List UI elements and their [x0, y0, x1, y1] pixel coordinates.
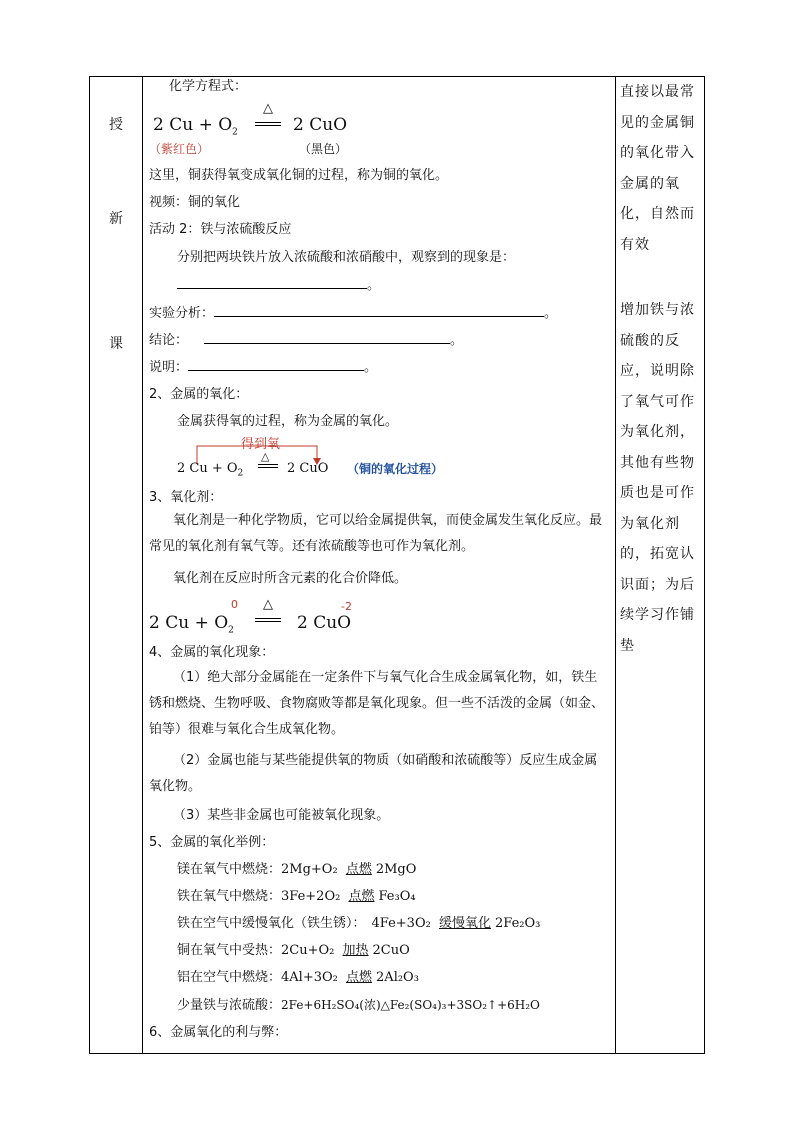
equation-3-arrow	[255, 598, 281, 622]
para-phenomena-3: （3）某些非金属也可能被氧化现象。	[173, 808, 390, 823]
text-definition: 金属获得氧的过程，称为金属的氧化。	[177, 414, 399, 429]
blank-line	[204, 331, 450, 344]
design-note-2: 增加铁与浓硫酸的反应，说明除了氧气可作为氧化剂，其他有些物质也是可作为氧化剂的，拓宽认识面；为后续学习作铺垫	[620, 302, 695, 654]
para-oxidant-2: 氧化剂在反应时所含元素的化合价降低。	[173, 571, 408, 586]
blank-line	[188, 358, 364, 371]
heading-pros-cons: 6、金属氧化的利与弊：	[149, 1025, 288, 1040]
left-col-char-1: 授	[109, 117, 123, 133]
row-conclusion: 结论： 。	[149, 333, 464, 348]
equation-1-left: 2 Cu + O	[153, 115, 233, 135]
text-video: 视频：铜的氧化	[149, 195, 241, 210]
example-iron-sulfuric: 少量铁与浓硫酸：2Fe+6H₂SO₄(浓)△Fe₂(SO₄)₃+3SO₂↑+6H₂O	[177, 998, 540, 1013]
equation-2-equals	[258, 464, 278, 468]
equation-1-arrow	[255, 102, 281, 126]
equation-3-left: 2 $Cu + O_2$	[149, 613, 234, 636]
text-activity-2: 活动 2：铁与浓硫酸反应	[149, 222, 292, 237]
left-col-char-2: 新	[109, 211, 123, 227]
blank-line	[177, 276, 367, 289]
row-explain: 说明： 。	[149, 360, 378, 375]
label-copper-oxidation-process: （铜的氧化过程）	[347, 462, 444, 476]
column-divider-right	[615, 76, 616, 1053]
row-analysis: 实验分析： 。	[149, 306, 558, 321]
example-magnesium: 镁在氧气中燃烧：2Mg+O₂ 点燃 2MgO	[177, 862, 417, 877]
example-copper-heat: 铜在氧气中受热：2Cu+O₂ 加热 2CuO	[177, 943, 410, 958]
blank-observation: 。	[177, 276, 380, 295]
text-put-iron: 分别把两块铁片放入浓硫酸和浓硝酸中，观察到的现象是：	[177, 250, 516, 265]
example-iron-rust: 铁在空气中缓慢氧化（铁生锈）： 4Fe+3O₂ 缓慢氧化 2Fe₂O₃	[177, 916, 541, 931]
design-note-1: 直接以最常见的金属铜的氧化带入金属的氧化，自然而有效	[620, 84, 695, 253]
para-oxidant-1: 氧化剂是一种化学物质，它可以给金属提供氧，而使金属发生氧化反应。最常见的氧化剂有氧气等。还有浓硫酸等也可作为氧化剂。	[149, 513, 603, 554]
equation-2-triangle: △	[261, 450, 270, 463]
heading-oxidant: 3、氧化剂：	[149, 490, 223, 505]
triangle-icon: △	[263, 101, 273, 116]
equation-2-right: 2 CuO	[287, 461, 329, 476]
example-aluminum: 铝在空气中燃烧：4Al+3O₂ 点燃 2Al₂O₃	[177, 970, 419, 985]
blank-line	[214, 304, 544, 317]
para-phenomena-2: （2）金属也能与某些能提供氧的物质（如硝酸和浓硫酸等）反应生成金属氧化物。	[149, 753, 598, 794]
para-phenomena-1: （1）绝大部分金属能在一定条件下与氧气化合生成金属氧化物，如，铁生锈和燃烧、生物呼吸、食物腐败等都是氧化现象。但一些不活泼的金属（如金、铂等）很难与氧化合生成氧化物。	[149, 670, 605, 737]
heading-oxidation-examples: 5、金属的氧化举例：	[149, 835, 275, 850]
main-content	[143, 76, 615, 1053]
left-col-char-3: 课	[109, 336, 123, 352]
label-black: （黑色）	[299, 142, 348, 156]
equation-1-sub: 2	[232, 127, 238, 138]
label-gain-oxygen: 得到氧	[241, 437, 281, 452]
equation-title: 化学方程式：	[169, 79, 248, 94]
text-copper-oxidation: 这里，铜获得氧变成氧化铜的过程，称为铜的氧化。	[149, 168, 449, 183]
valence-zero: 0	[231, 598, 238, 611]
label-purple-red: （紫红色）	[149, 142, 210, 156]
equation-2-left: 2 $Cu + O_2$	[177, 461, 244, 479]
equation-1	[153, 116, 238, 141]
equation-3-right: 2 CuO	[297, 613, 352, 633]
example-iron-burn: 铁在氧气中燃烧：3Fe+2O₂ 点燃 Fe₃O₄	[177, 889, 416, 904]
valence-minus-two: -2	[341, 600, 352, 613]
equation-1-right: 2 CuO	[293, 115, 348, 135]
heading-oxidation-phenomena: 4、金属的氧化现象：	[149, 645, 275, 660]
triangle-icon: △	[263, 597, 273, 612]
heading-metal-oxidation: 2、金属的氧化：	[149, 387, 249, 402]
